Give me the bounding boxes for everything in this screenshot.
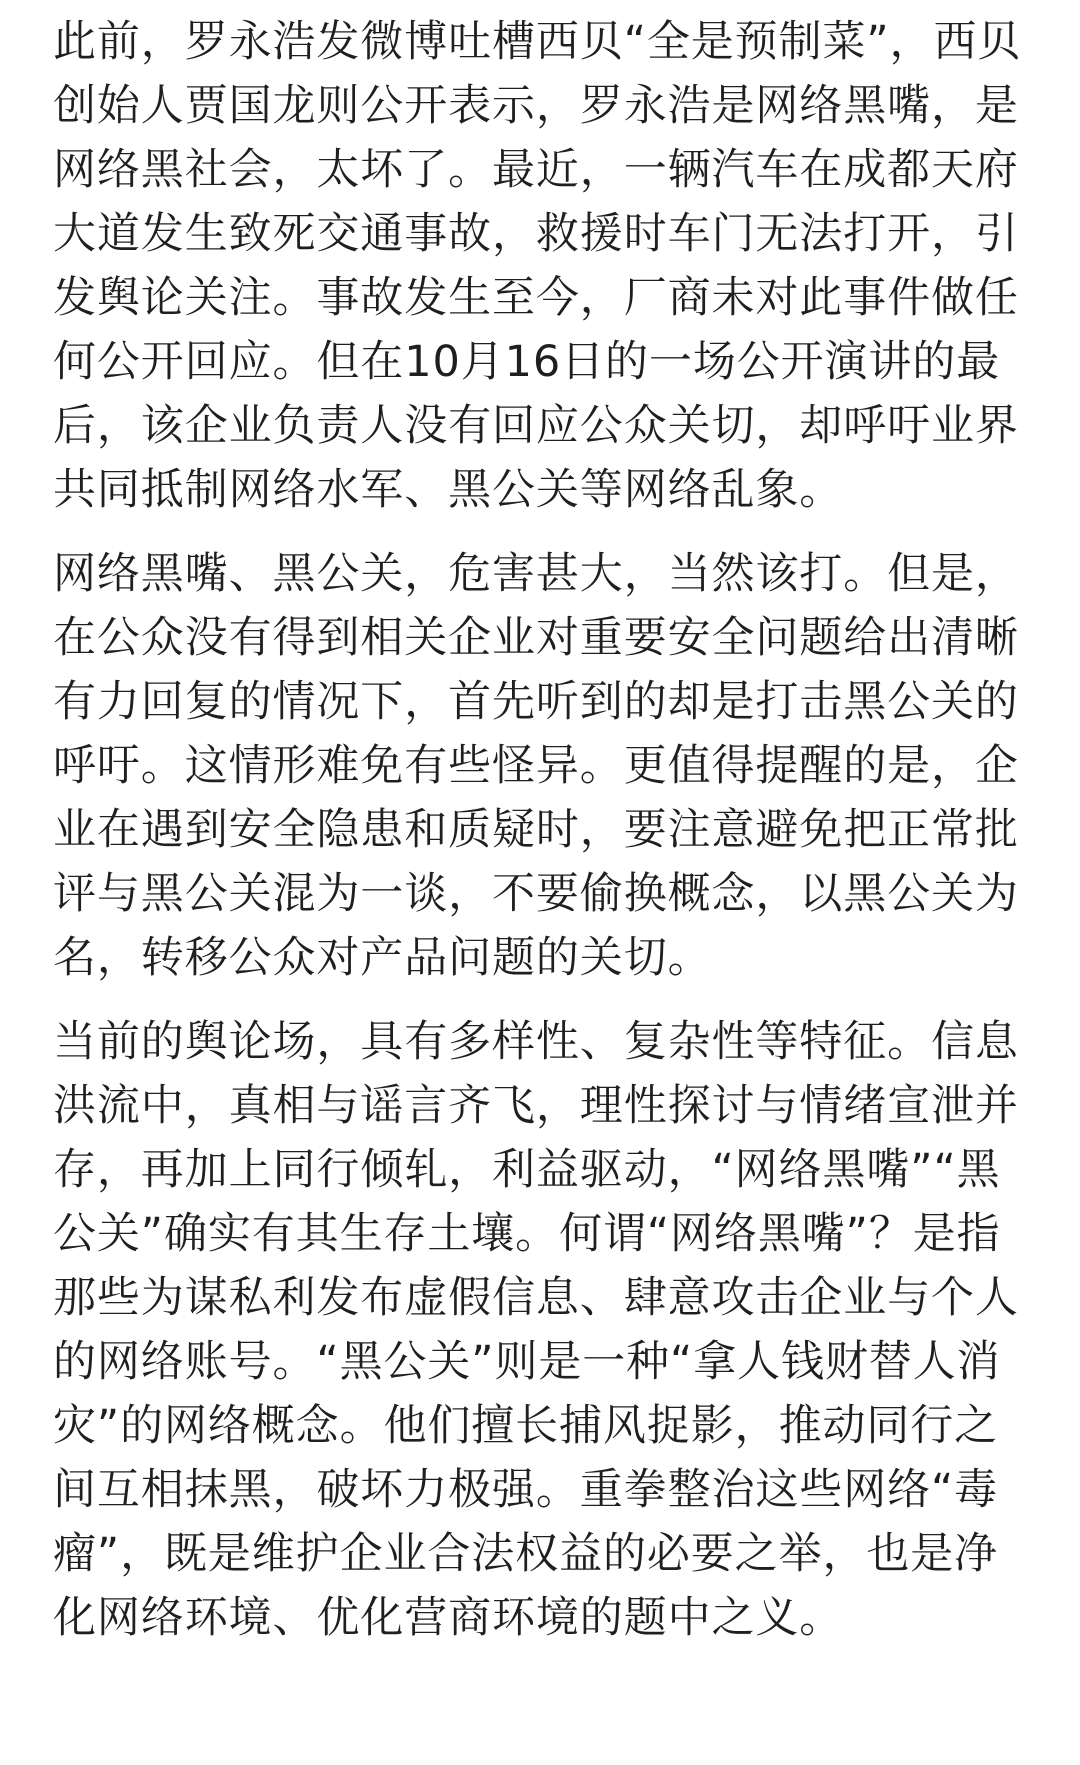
text-line: 洪流中，真相与谣言齐飞，理性探讨与情绪宣泄并 [53,1081,1019,1131]
text-line: 网络黑嘴、黑公关，危害甚大，当然该打。但是， [53,549,1019,599]
text-line: 灾”的网络概念。他们擅长捕风捉影，推动同行之 [53,1401,999,1451]
article-body [53,10,1028,1650]
text-line: 有力回复的情况下，首先听到的却是打击黑公关的 [53,677,1019,727]
paragraph-1 [53,10,1028,522]
text-line: 共同抵制网络水军、黑公关等网络乱象。 [53,465,844,515]
text-line: 公关”确实有其生存土壤。何谓“网络黑嘴”？是指 [53,1209,1001,1259]
text-line: 创始人贾国龙则公开表示，罗永浩是网络黑嘴，是 [53,81,1019,131]
text-line: 此前，罗永浩发微博吐槽西贝“全是预制菜”，西贝 [53,17,1022,67]
text-line: 后，该企业负责人没有回应公众关切，却呼吁业界 [53,401,1019,451]
text-line: 的网络账号。“黑公关”则是一种“拿人钱财替人消 [53,1337,1001,1387]
text-line: 存，再加上同行倾轧，利益驱动，“网络黑嘴”“黑 [53,1145,1001,1195]
text-line: 评与黑公关混为一谈，不要偷换概念，以黑公关为 [53,869,1019,919]
text-line: 大道发生致死交通事故，救援时车门无法打开，引 [53,209,1019,259]
text-line: 那些为谋私利发布虚假信息、肆意攻击企业与个人 [53,1273,1019,1323]
text-line: 发舆论关注。事故发生至今，厂商未对此事件做任 [53,273,1019,323]
text-line: 在公众没有得到相关企业对重要安全问题给出清晰 [53,613,1019,663]
text-line: 名，转移公众对产品问题的关切。 [53,933,712,983]
paragraph-2 [53,542,1028,990]
text-line: 业在遇到安全隐患和质疑时，要注意避免把正常批 [53,805,1019,855]
text-line: 何公开回应。但在10月16日的一场公开演讲的最 [53,337,1001,387]
text-line: 化网络环境、优化营商环境的题中之义。 [53,1593,844,1643]
paragraph-3 [53,1010,1028,1650]
text-line: 当前的舆论场，具有多样性、复杂性等特征。信息 [53,1017,1019,1067]
text-line: 间互相抹黑，破坏力极强。重拳整治这些网络“毒 [53,1465,999,1515]
text-line: 瘤”，既是维护企业合法权益的必要之举，也是净 [53,1529,999,1579]
text-line: 网络黑社会，太坏了。最近，一辆汽车在成都天府 [53,145,1019,195]
text-line: 呼吁。这情形难免有些怪异。更值得提醒的是，企 [53,741,1019,791]
